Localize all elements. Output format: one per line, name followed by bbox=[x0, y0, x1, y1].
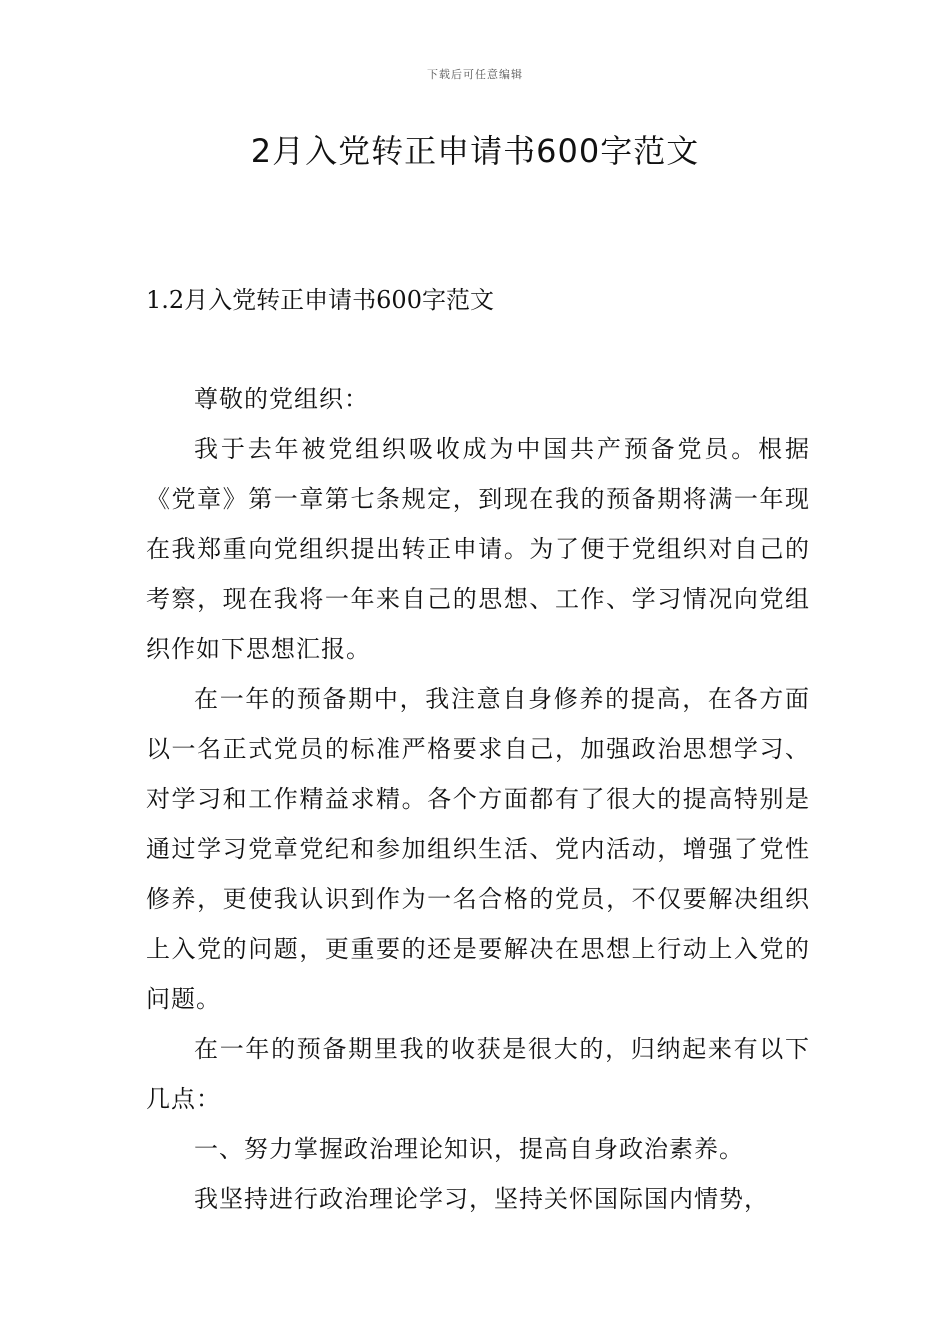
document-title: 2月入党转正申请书600字范文 bbox=[250, 132, 700, 170]
header-note: 下载后可任意编辑 bbox=[427, 68, 523, 81]
document-body bbox=[146, 374, 810, 1224]
paragraph-1: 我于去年被党组织吸收成为中国共产预备党员。根据《党章》第一章第七条规定，到现在我的预备期将满一年现在我郑重向党组织提出转正申请。为了便于党组织对自己的考察，现在我将一年来自己的思想、工作、学习情况向党组织作如下思想汇报。 bbox=[146, 435, 810, 663]
section-heading: 1.2月入党转正申请书600字范文 bbox=[146, 286, 494, 314]
paragraph-3: 在一年的预备期里我的收获是很大的，归纳起来有以下几点： bbox=[146, 1035, 810, 1113]
salutation: 尊敬的党组织： bbox=[194, 385, 369, 413]
paragraph-2: 在一年的预备期中，我注意自身修养的提高，在各方面以一名正式党员的标准严格要求自己，加强政治思想学习、对学习和工作精益求精。各个方面都有了很大的提高特别是通过学习党章党纪和参加组织生活、党内活动，增强了党性修养，更使我认识到作为一名合格的党员，不仅要解决组织上入党的问题，更重要的还是要解决在思想上行动上入党的问题。 bbox=[146, 685, 810, 1013]
paragraph-4: 一、努力掌握政治理论知识，提高自身政治素养。 bbox=[194, 1135, 744, 1163]
paragraph-5: 我坚持进行政治理论学习，坚持关怀国际国内情势， bbox=[194, 1185, 769, 1213]
